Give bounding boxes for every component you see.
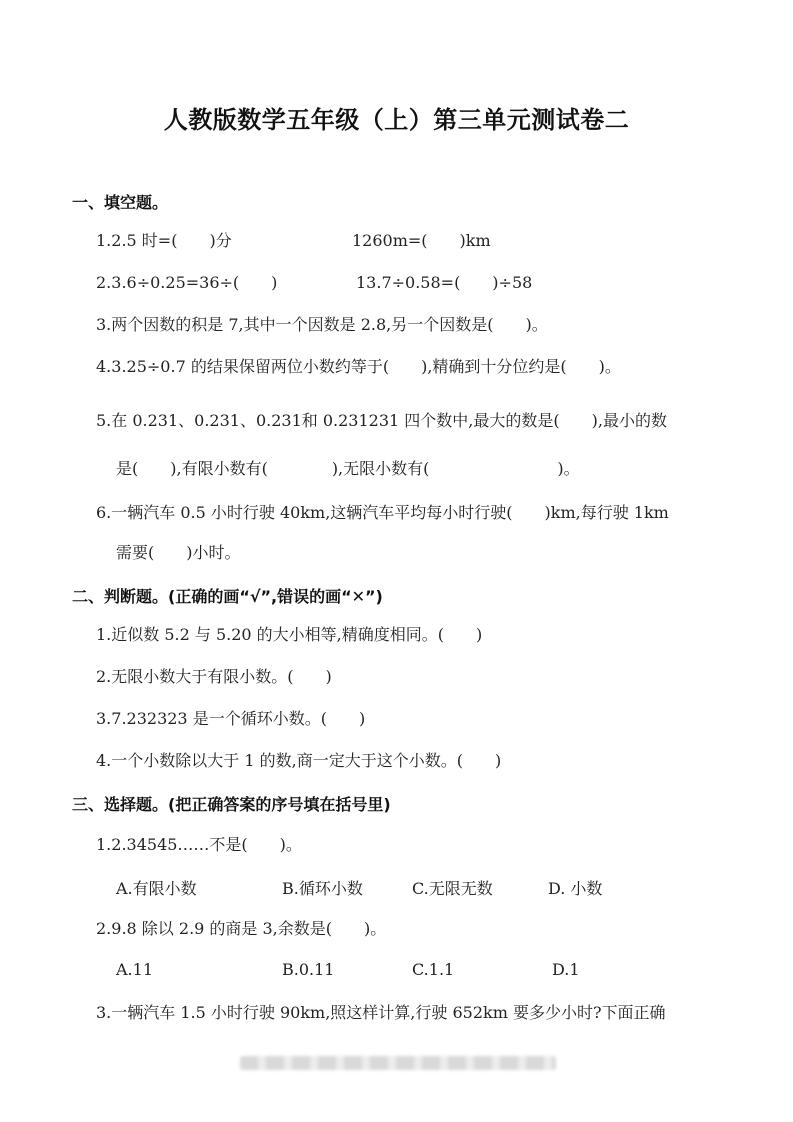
page-title: 人教版数学五年级（上）第三单元测试卷二	[163, 106, 630, 134]
question-1-1a: 1.2.5 时=( )分	[96, 231, 232, 250]
question-1-2b: 13.7÷0.58=( )÷58	[356, 273, 533, 292]
question-1-1b: 1260m=( )km	[352, 231, 491, 250]
question-3-2: 2.9.8 除以 2.9 的商是 3,余数是( )。	[96, 919, 387, 938]
section-heading-fill-in: 一、填空题。	[72, 193, 169, 212]
question-3-2-option-a: A.11	[116, 960, 153, 979]
question-1-2a: 2.3.6÷0.25=36÷( )	[96, 273, 278, 292]
question-3-2-option-d: D.1	[552, 960, 580, 979]
question-3-1-option-c: C.无限无数	[412, 879, 493, 898]
question-3-1-option-b: B.循环小数	[282, 879, 363, 898]
question-2-4: 4.一个小数除以大于 1 的数,商一定大于这个小数。( )	[96, 751, 502, 770]
question-1-4: 4.3.25÷0.7 的结果保留两位小数约等于( ),精确到十分位约是( )。	[96, 357, 621, 376]
question-1-5-line1: 5.在 0.231、0.231、0.231和 0.231231 四个数中,最大的数是( ),最小的数	[96, 411, 667, 430]
question-3-1-option-a: A.有限小数	[116, 879, 197, 898]
question-2-2: 2.无限小数大于有限小数。( )	[96, 667, 332, 686]
question-1-3: 3.两个因数的积是 7,其中一个因数是 2.8,另一个因数是( )。	[96, 315, 548, 334]
question-3-2-option-c: C.1.1	[412, 960, 455, 979]
question-1-6-line2: 需要( )小时。	[116, 543, 241, 562]
blurred-footer-watermark	[240, 1056, 556, 1070]
question-3-2-option-b: B.0.11	[282, 960, 335, 979]
question-3-1: 1.2.34545……不是( )。	[96, 835, 302, 854]
section-heading-multiple-choice: 三、选择题。(把正确答案的序号填在括号里)	[72, 795, 391, 814]
question-1-6-line1: 6.一辆汽车 0.5 小时行驶 40km,这辆汽车平均每小时行驶( )km,每行驶 1km	[96, 503, 669, 522]
question-3-3-line1: 3.一辆汽车 1.5 小时行驶 90km,照这样计算,行驶 652km 要多少小时?下面正确	[96, 1003, 666, 1022]
question-2-3: 3.7.232323 是一个循环小数。( )	[96, 709, 366, 728]
question-1-5-line2: 是( ),有限小数有( ),无限小数有( )。	[116, 459, 580, 478]
question-2-1: 1.近似数 5.2 与 5.20 的大小相等,精确度相同。( )	[96, 625, 483, 644]
question-3-1-option-d: D. 小数	[548, 879, 603, 898]
section-heading-true-false: 二、判断题。(正确的画“√”,错误的画“✕”)	[72, 587, 383, 606]
